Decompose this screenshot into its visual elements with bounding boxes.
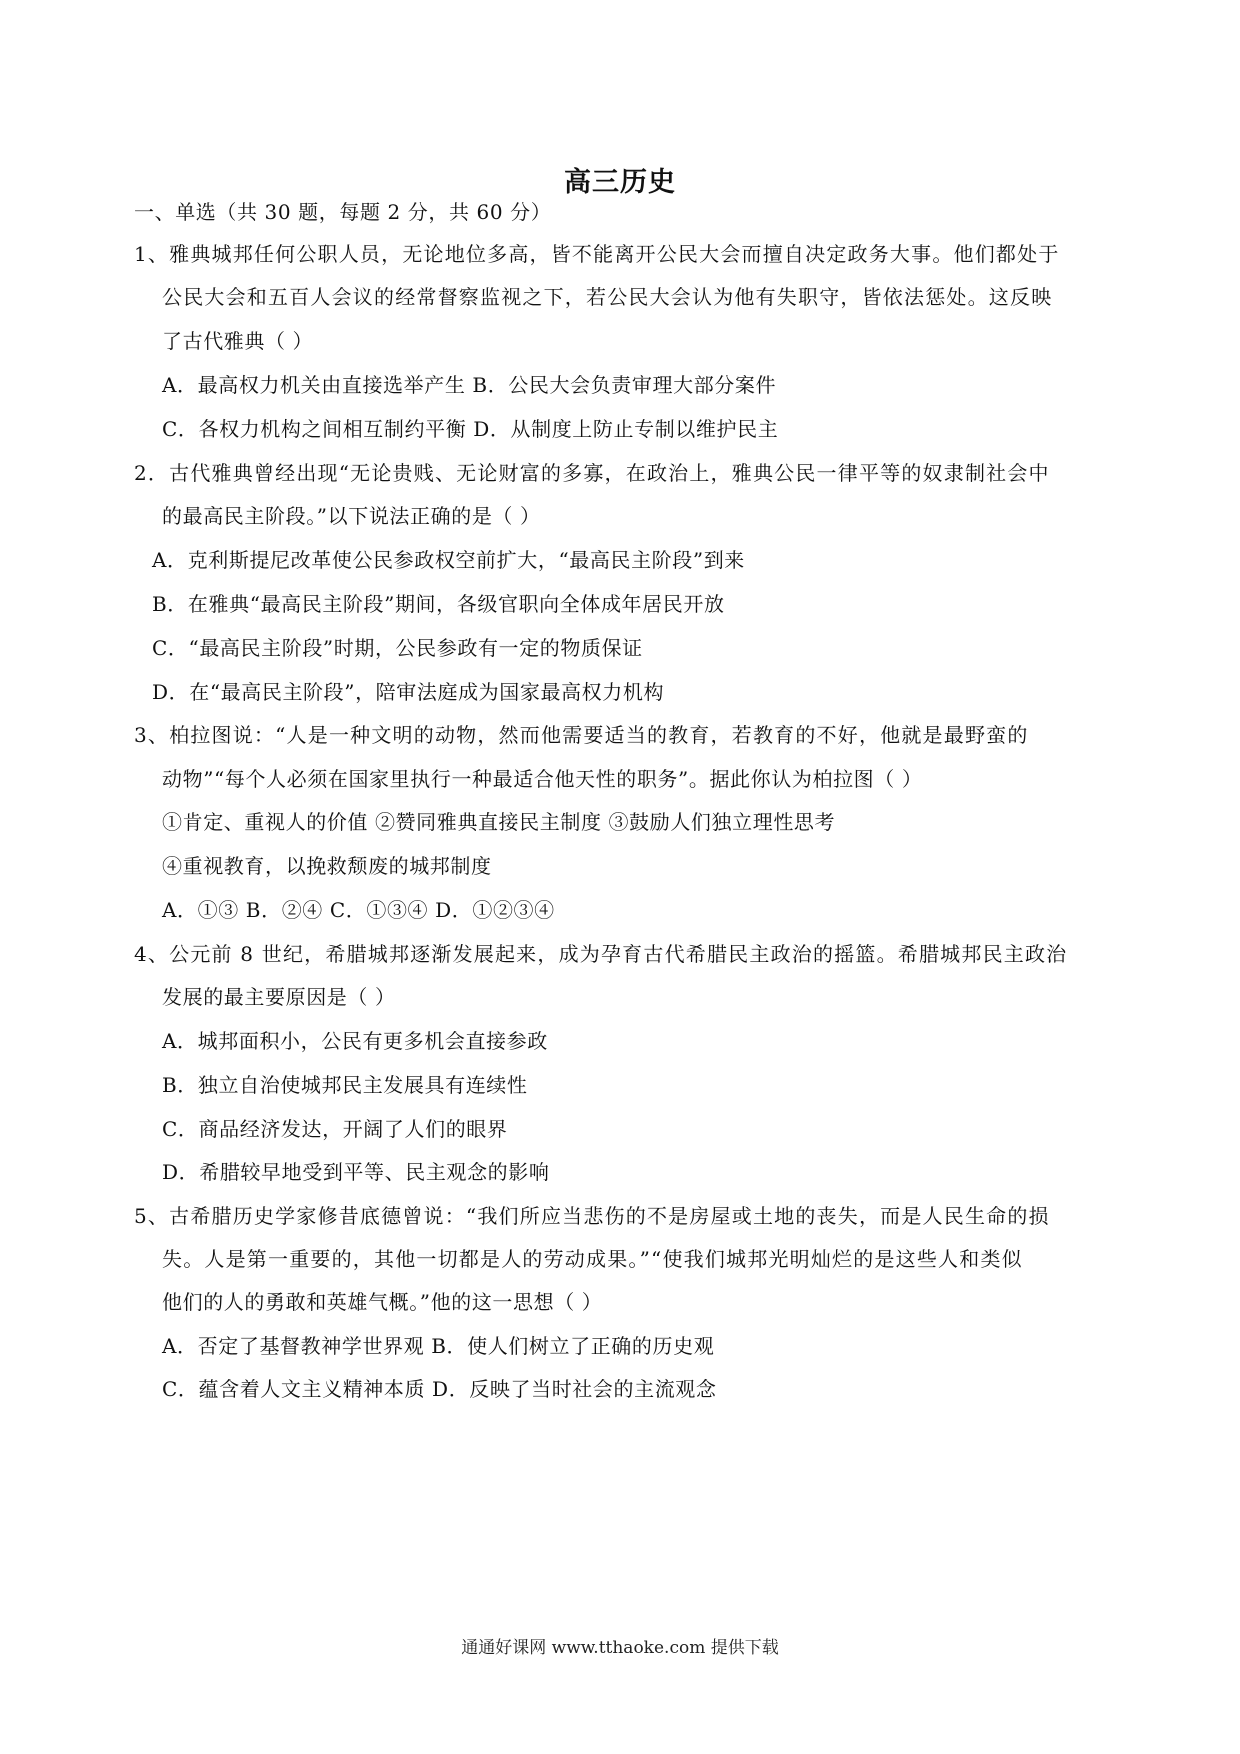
question-4-line-1: 4、公元前 8 世纪，希腊城邦逐渐发展起来，成为孕育古代希腊民主政治的摇篮。希腊城邦民主政治 bbox=[134, 942, 1068, 966]
section-heading: 一、单选（共 30 题，每题 2 分，共 60 分） bbox=[134, 200, 552, 224]
question-2-option-c: C．“最高民主阶段”时期，公民参政有一定的物质保证 bbox=[152, 636, 643, 660]
question-5-line-2: 失。人是第一重要的，其他一切都是人的劳动成果。”“使我们城邦光明灿烂的是这些人和类似 bbox=[162, 1247, 1023, 1271]
question-2-option-a: A．克利斯提尼改革使公民参政权空前扩大，“最高民主阶段”到来 bbox=[152, 548, 745, 572]
question-5-line-3: 他们的人的勇敢和英雄气概。”他的这一思想（ ） bbox=[162, 1290, 603, 1314]
question-4-line-2: 发展的最主要原因是（ ） bbox=[162, 985, 396, 1009]
question-4-option-d: D．希腊较早地受到平等、民主观念的影响 bbox=[162, 1160, 550, 1184]
question-1-line-3: 了古代雅典（ ） bbox=[162, 329, 314, 353]
question-4-option-a: A．城邦面积小，公民有更多机会直接参政 bbox=[162, 1029, 548, 1053]
question-4-option-c: C．商品经济发达，开阔了人们的眼界 bbox=[162, 1117, 508, 1141]
question-2-option-b: B．在雅典“最高民主阶段”期间，各级官职向全体成年居民开放 bbox=[152, 592, 725, 616]
page-title: 高三历史 bbox=[564, 167, 676, 198]
question-2-option-d: D．在“最高民主阶段”，陪审法庭成为国家最高权力机构 bbox=[152, 680, 665, 704]
question-1-option-cd: C．各权力机构之间相互制约平衡 D．从制度上防止专制以维护民主 bbox=[162, 417, 779, 441]
question-5-option-cd: C．蕴含着人文主义精神本质 D．反映了当时社会的主流观念 bbox=[162, 1377, 717, 1401]
question-4-option-b: B．独立自治使城邦民主发展具有连续性 bbox=[162, 1073, 528, 1097]
question-3-statement-4: ④重视教育，以挽救颓废的城邦制度 bbox=[162, 854, 492, 878]
question-2-line-1: 2．古代雅典曾经出现“无论贵贱、无论财富的多寡，在政治上，雅典公民一律平等的奴隶制社会中 bbox=[134, 461, 1050, 485]
question-2-line-2: 的最高民主阶段。”以下说法正确的是（ ） bbox=[162, 504, 541, 528]
question-1-line-1: 1、雅典城邦任何公职人员，无论地位多高，皆不能离开公民大会而擅自决定政务大事。他们都处于 bbox=[134, 242, 1060, 266]
question-3-statements-1-3: ①肯定、重视人的价值 ②赞同雅典直接民主制度 ③鼓励人们独立理性思考 bbox=[162, 810, 836, 834]
question-5-line-1: 5、古希腊历史学家修昔底德曾说：“我们所应当悲伤的不是房屋或土地的丧失，而是人民生命的损 bbox=[134, 1204, 1050, 1228]
question-5-option-ab: A．否定了基督教神学世界观 B．使人们树立了正确的历史观 bbox=[162, 1334, 715, 1358]
question-3-line-2: 动物”“每个人必须在国家里执行一种最适合他天性的职务”。据此你认为柏拉图（ ） bbox=[162, 767, 923, 791]
question-3-line-1: 3、柏拉图说：“人是一种文明的动物，然而他需要适当的教育，若教育的不好，他就是最野蛮的 bbox=[134, 723, 1029, 747]
question-1-option-ab: A．最高权力机关由直接选举产生 B．公民大会负责审理大部分案件 bbox=[162, 373, 777, 397]
question-1-line-2: 公民大会和五百人会议的经常督察监视之下，若公民大会认为他有失职守，皆依法惩处。这反映 bbox=[162, 285, 1053, 309]
question-3-choices: A．①③ B．②④ C．①③④ D．①②③④ bbox=[162, 898, 555, 922]
page-footer: 通通好课网 www.tthaoke.com 提供下载 bbox=[461, 1638, 779, 1658]
